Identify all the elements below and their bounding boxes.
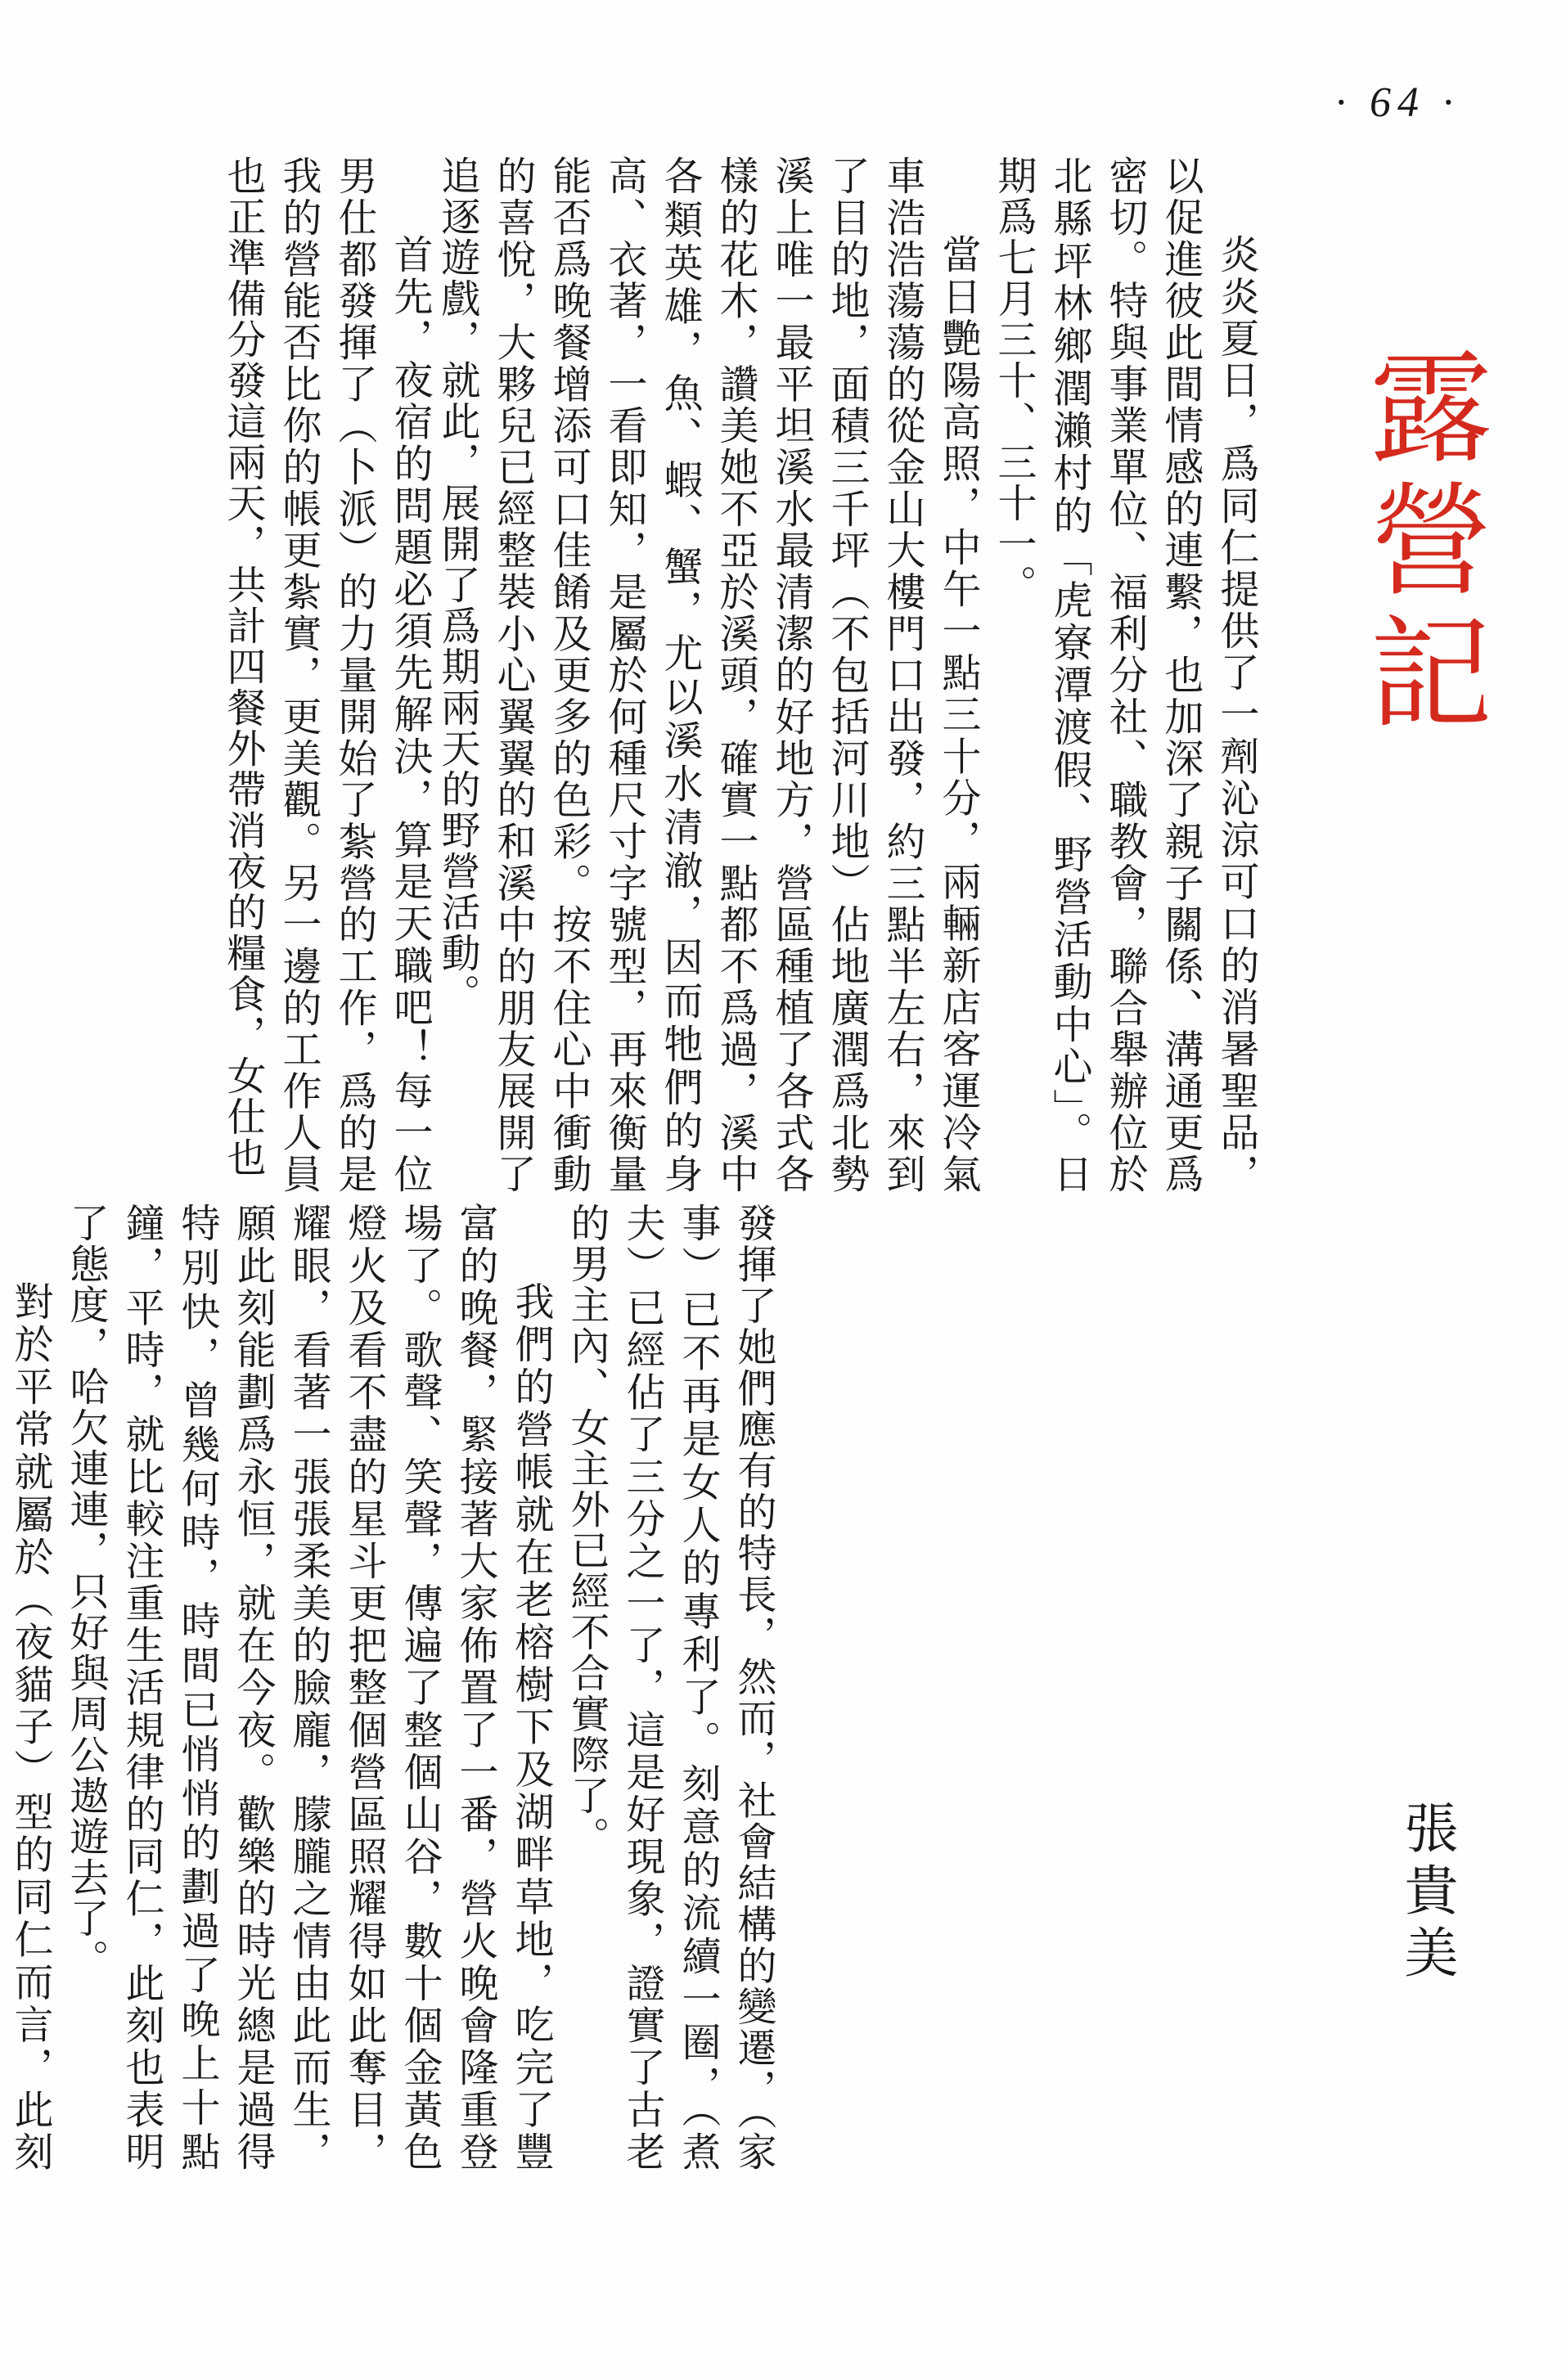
page-number: · 64 · — [1335, 79, 1460, 126]
author-name: 張貴美 — [1395, 1800, 1458, 1986]
paragraph: 我們的營帳就在老榕樹下及湖畔草地，吃完了豐富的晚餐，緊接著大家佈置了一番，營火晚會隆重登場了。歌聲、笑聲，傳遍了整個山谷，數十個金黃色燈火及看不盡的星斗更把整個營區照耀得如此奪目，耀眼，看著一張張柔美的臉龐，朦朧之情由此而生，願此刻能劃爲永恒，就在今夜。歡樂的時光總是過得特別快，曾幾何時，時間已悄悄的劃過了晚上十點鐘，平時，就比較注重生活規律的同仁，此刻也表明了態度，哈欠連連，只好與周公遨遊去了。 — [63, 1203, 554, 2172]
paragraph: 首先，夜宿的問題必須先解決，算是天職吧！每一位男仕都發揮了（卜派）的力量開始了紮營的工作，爲的是我的營能否比你的帳更紮實，更美觀。另一邊的工作人員也正準備分發這兩天，共計四餐外帶消夜的糧食，女仕也 — [220, 155, 433, 1194]
paragraph: 炎炎夏日，爲同仁提供了一劑沁涼可口的消暑聖品，以促進彼此間情感的連繫，也加深了親子關係、溝通更爲密切。特與事業單位、福利分社、職教會，聯合舉辦位於北縣坪林鄉潤瀨村的「虎寮潭渡假、野營活動中心」。日期爲七月三十、三十一。 — [991, 155, 1259, 1194]
paragraph: 當日艷陽高照，中午一點三十分，兩輛新店客運冷氣車浩浩蕩蕩的從金山大樓門口出發，約三點半左右，來到了目的地，面積三千坪（不包括河川地）佔地廣潤爲北勢溪上唯一最平坦溪水最清潔的好地方，營區種植了各式各樣的花木，讚美她不亞於溪頭，確實一點都不爲過，溪中各類英雄，魚、蝦、蟹，尤以溪水清澈，因而牠們的身高、衣著，一看即知，是屬於何種尺寸字號型，再來衡量能否爲晚餐增添可口佳餚及更多的色彩。按不住心中衝動的喜悅，大夥兒已經整裝小心翼翼的和溪中的朋友展開了追逐遊戲，就此，展開了爲期兩天的野營活動。 — [434, 155, 981, 1194]
article-bottom-block — [7, 1203, 781, 2172]
paragraph: 對於平常就屬於（夜貓子）型的同仁而言，此刻 — [7, 1281, 53, 2172]
article-top-block-continued — [160, 155, 438, 1194]
article-title: 露營記 — [1348, 344, 1491, 741]
paragraph: 發揮了她們應有的特長，然而，社會結構的變遷，（家事）已不再是女人的專利了。刻意的流續一圈，（煮夫）已經佔了三分之一了，這是好現象，證實了古老的男主內、女主外已經不合實際了。 — [564, 1203, 776, 2172]
article-top-block — [434, 155, 1264, 1194]
